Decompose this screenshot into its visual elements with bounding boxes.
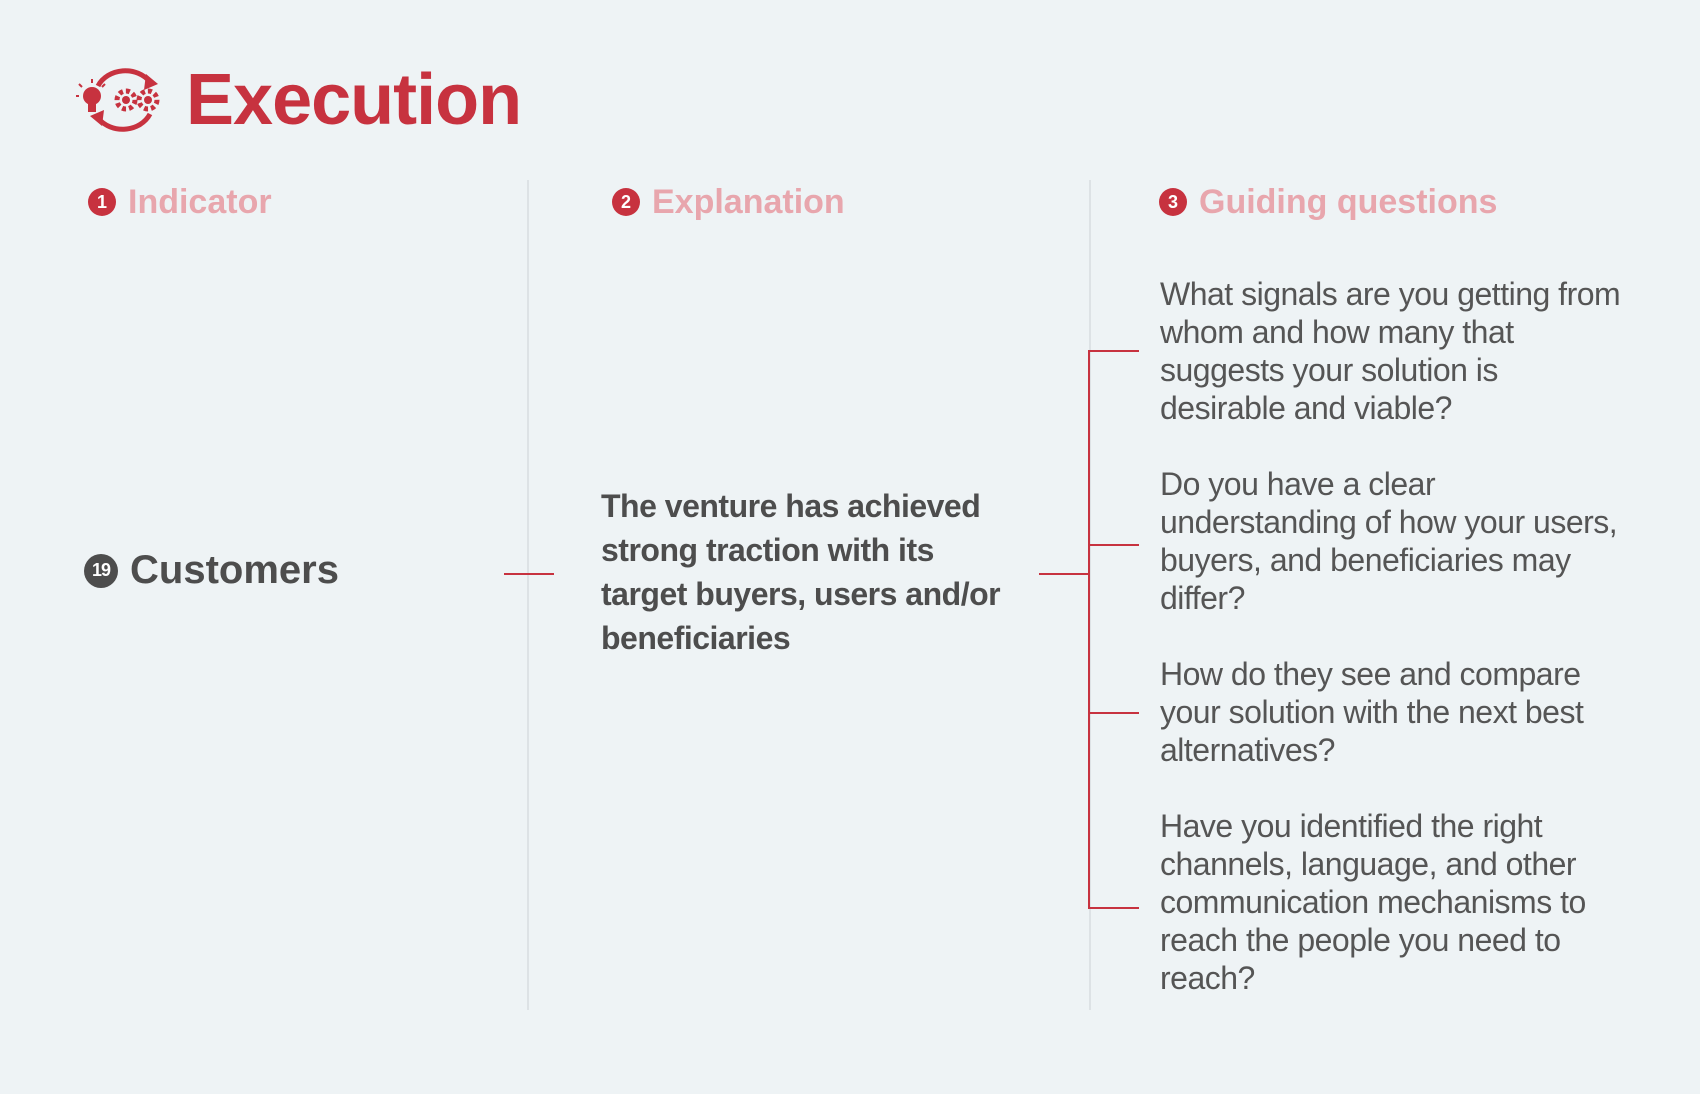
indicator-number-badge: 19: [84, 554, 118, 588]
explanation-text: The venture has achieved strong traction with its target buyers, users and/or beneficiaries: [601, 488, 1001, 656]
column-number-badge: 2: [612, 188, 640, 216]
column-label: Guiding questions: [1199, 182, 1498, 221]
branch-line: [1088, 350, 1139, 352]
branch-line: [1088, 712, 1139, 714]
page-title: Execution: [186, 60, 522, 140]
guiding-question: Do you have a clear understanding of how your users, buyers, and beneficiaries may differ?: [1160, 466, 1618, 616]
column-header-explanation: [612, 180, 845, 224]
guiding-question: What signals are you getting from whom and how many that suggests your solution is desirable and viable?: [1160, 276, 1621, 426]
column-divider: [527, 180, 529, 1010]
bracket-line: [1088, 350, 1090, 909]
guiding-question: How do they see and compare your solution with the next best alternatives?: [1160, 656, 1584, 768]
branch-line: [1088, 544, 1139, 546]
idea-gears-cycle-icon: [76, 64, 172, 136]
column-header-indicator: [88, 180, 272, 224]
column-number-badge: 1: [88, 188, 116, 216]
indicator-label: Customers: [130, 548, 339, 592]
connector-line: [1039, 573, 1089, 575]
connector-line: [504, 573, 554, 575]
column-label: Explanation: [652, 182, 845, 221]
guiding-question: Have you identified the right channels, language, and other communication mechanisms to reach the people you need to reach?: [1160, 808, 1586, 996]
indicator: [84, 548, 339, 593]
column-number-badge: 3: [1159, 188, 1187, 216]
column-label: Indicator: [128, 182, 272, 221]
branch-line: [1088, 907, 1139, 909]
column-header-guiding-questions: [1159, 180, 1497, 224]
